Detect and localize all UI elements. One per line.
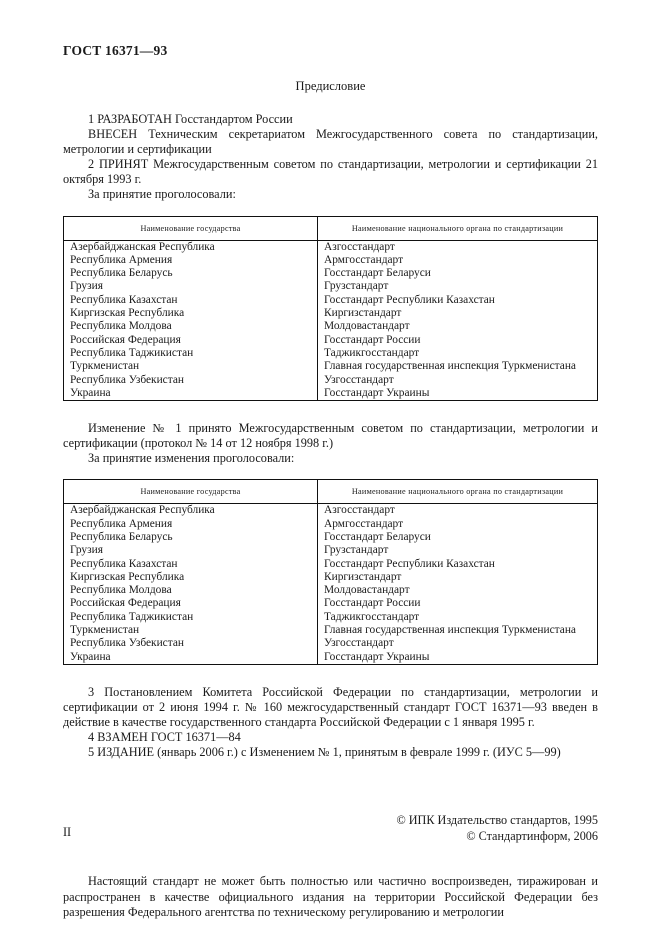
spacer [63,760,598,812]
list-item: Главная государственная инспекция Туркменистана [324,624,576,637]
list-item: Азгосстандарт [324,504,395,517]
preface-item-5: 5 ИЗДАНИЕ (январь 2006 г.) с Изменением № 1, принятым в феврале 1999 г. (ИУС 5—99) [88,745,561,760]
list-item: Молдовастандарт [324,320,410,333]
list-item: Республика Молдова [70,584,172,597]
list-item: Киргизская Республика [70,307,185,320]
list-item: Госстандарт России [324,333,421,346]
preface-item-3: 3 Постановлением Комитета Российской Федерации по стандартизации, метрологии и сертификации от 2 июня 1994 г. № 160 межгосударственный стандарт ГОСТ 16371—93 введен в действие в качестве государственного стандарта Российской Федерации с 1 января 1995 г. [63,684,598,730]
copyright-line-publisher: © ИПК Издательство стандартов, 1995 [396,813,598,828]
page-title: Предисловие [295,78,366,93]
list-item: Киргизстандарт [324,307,402,320]
preface-item-4: 4 ВЗАМЕН ГОСТ 16371—84 [88,730,241,745]
list-item: Республика Беларусь [70,267,173,280]
list-item: Республика Казахстан [70,293,178,306]
list-item: Республика Узбекистан [70,637,184,650]
list-item: Таджикгосстандарт [324,610,420,623]
body-list-cell [318,504,598,665]
list-item: Украина [70,650,111,663]
list-item: Молдовастандарт [324,584,410,597]
column-header-body: Наименование национального органа по стандартизации [318,480,598,504]
vote-table-1 [63,216,598,402]
list-item: Республика Беларусь [70,531,173,543]
list-item: Армгосстандарт [324,253,404,266]
copyright-line-standartinform: © Стандартинформ, 2006 [466,829,598,844]
list-item: Республика Армения [70,517,173,530]
table-header-row [64,216,598,240]
preface-item-1-line-2: ВНЕСЕН Техническим секретариатом Межгосударственного совета по стандартизации, метрологии и сертификации [63,127,598,157]
list-item: Республика Таджикистан [70,346,194,359]
list-item: Грузия [70,544,103,557]
column-header-state: Наименование государства [64,480,318,504]
list-item: Республика Молдова [70,320,172,333]
list-item: Киргизстандарт [324,570,402,583]
list-item: Госстандарт Республики Казахстан [324,293,495,306]
state-list-cell [64,240,318,401]
list-item: Узгосстандарт [324,637,394,650]
list-item: Грузстандарт [324,544,389,557]
table-header-row [64,480,598,504]
list-item: Туркменистан [70,624,140,637]
vote-intro: За принятие проголосовали: [88,187,236,202]
list-item: Грузстандарт [324,280,389,293]
list-item: Грузия [70,280,103,293]
list-item: Госстандарт Украины [324,650,430,663]
list-item: Армгосстандарт [324,517,404,530]
list-item: Госстандарт Беларуси [324,267,431,280]
copyright-block [63,812,598,844]
list-item: Азгосстандарт [324,240,395,253]
list-item: Российская Федерация [70,597,181,610]
body-list-cell [318,240,598,401]
list-item: Узгосстандарт [324,373,394,386]
list-item: Республика Армения [70,253,173,266]
spacer [63,401,598,421]
table-row [64,240,598,401]
amendment-intro: Изменение № 1 принято Межгосударственным советом по стандартизации, метрологии и сертификации (протокол № 14 от 12 ноября 1998 г.) [63,421,598,451]
spacer [63,665,598,685]
list-item: Госстандарт Республики Казахстан [324,557,495,570]
amendment-vote-intro: За принятие изменения проголосовали: [88,451,295,466]
spacer [63,203,598,216]
list-item: Республика Узбекистан [70,373,184,386]
list-item: Российская Федерация [70,333,181,346]
column-header-state: Наименование государства [64,216,318,240]
list-item: Республика Таджикистан [70,610,194,623]
page-number: II [63,825,72,839]
list-item: Таджикгосстандарт [324,346,420,359]
vote-table-2 [63,479,598,665]
preface-item-2: 2 ПРИНЯТ Межгосударственным советом по стандартизации, метрологии и сертификации 21 октября 1993 г. [63,157,598,187]
spacer [63,844,598,874]
list-item: Главная государственная инспекция Туркменистана [324,360,576,373]
spacer [63,466,598,479]
list-item: Украина [70,386,111,399]
state-list-cell [64,504,318,665]
list-item: Туркменистан [70,360,140,373]
list-item: Киргизская Республика [70,570,185,583]
table-row [64,504,598,665]
page-content [63,44,598,920]
column-header-body: Наименование национального органа по стандартизации [318,216,598,240]
standard-number: ГОСТ 16371—93 [63,43,168,58]
list-item: Азербайджанская Республика [70,504,215,517]
list-item: Госстандарт Украины [324,386,430,399]
list-item: Республика Казахстан [70,557,178,570]
reproduction-notice: Настоящий стандарт не может быть полностью или частично воспроизведен, тиражирован и распространен в качестве официального издания на территории Российской Федерации без разрешения Федерального агентства по техническому регулированию и метрологии [63,874,598,919]
list-item: Госстандарт России [324,597,421,610]
preface-item-1-line-1: 1 РАЗРАБОТАН Госстандартом России [88,112,293,126]
list-item: Азербайджанская Республика [70,240,215,253]
list-item: Госстандарт Беларуси [324,531,431,543]
